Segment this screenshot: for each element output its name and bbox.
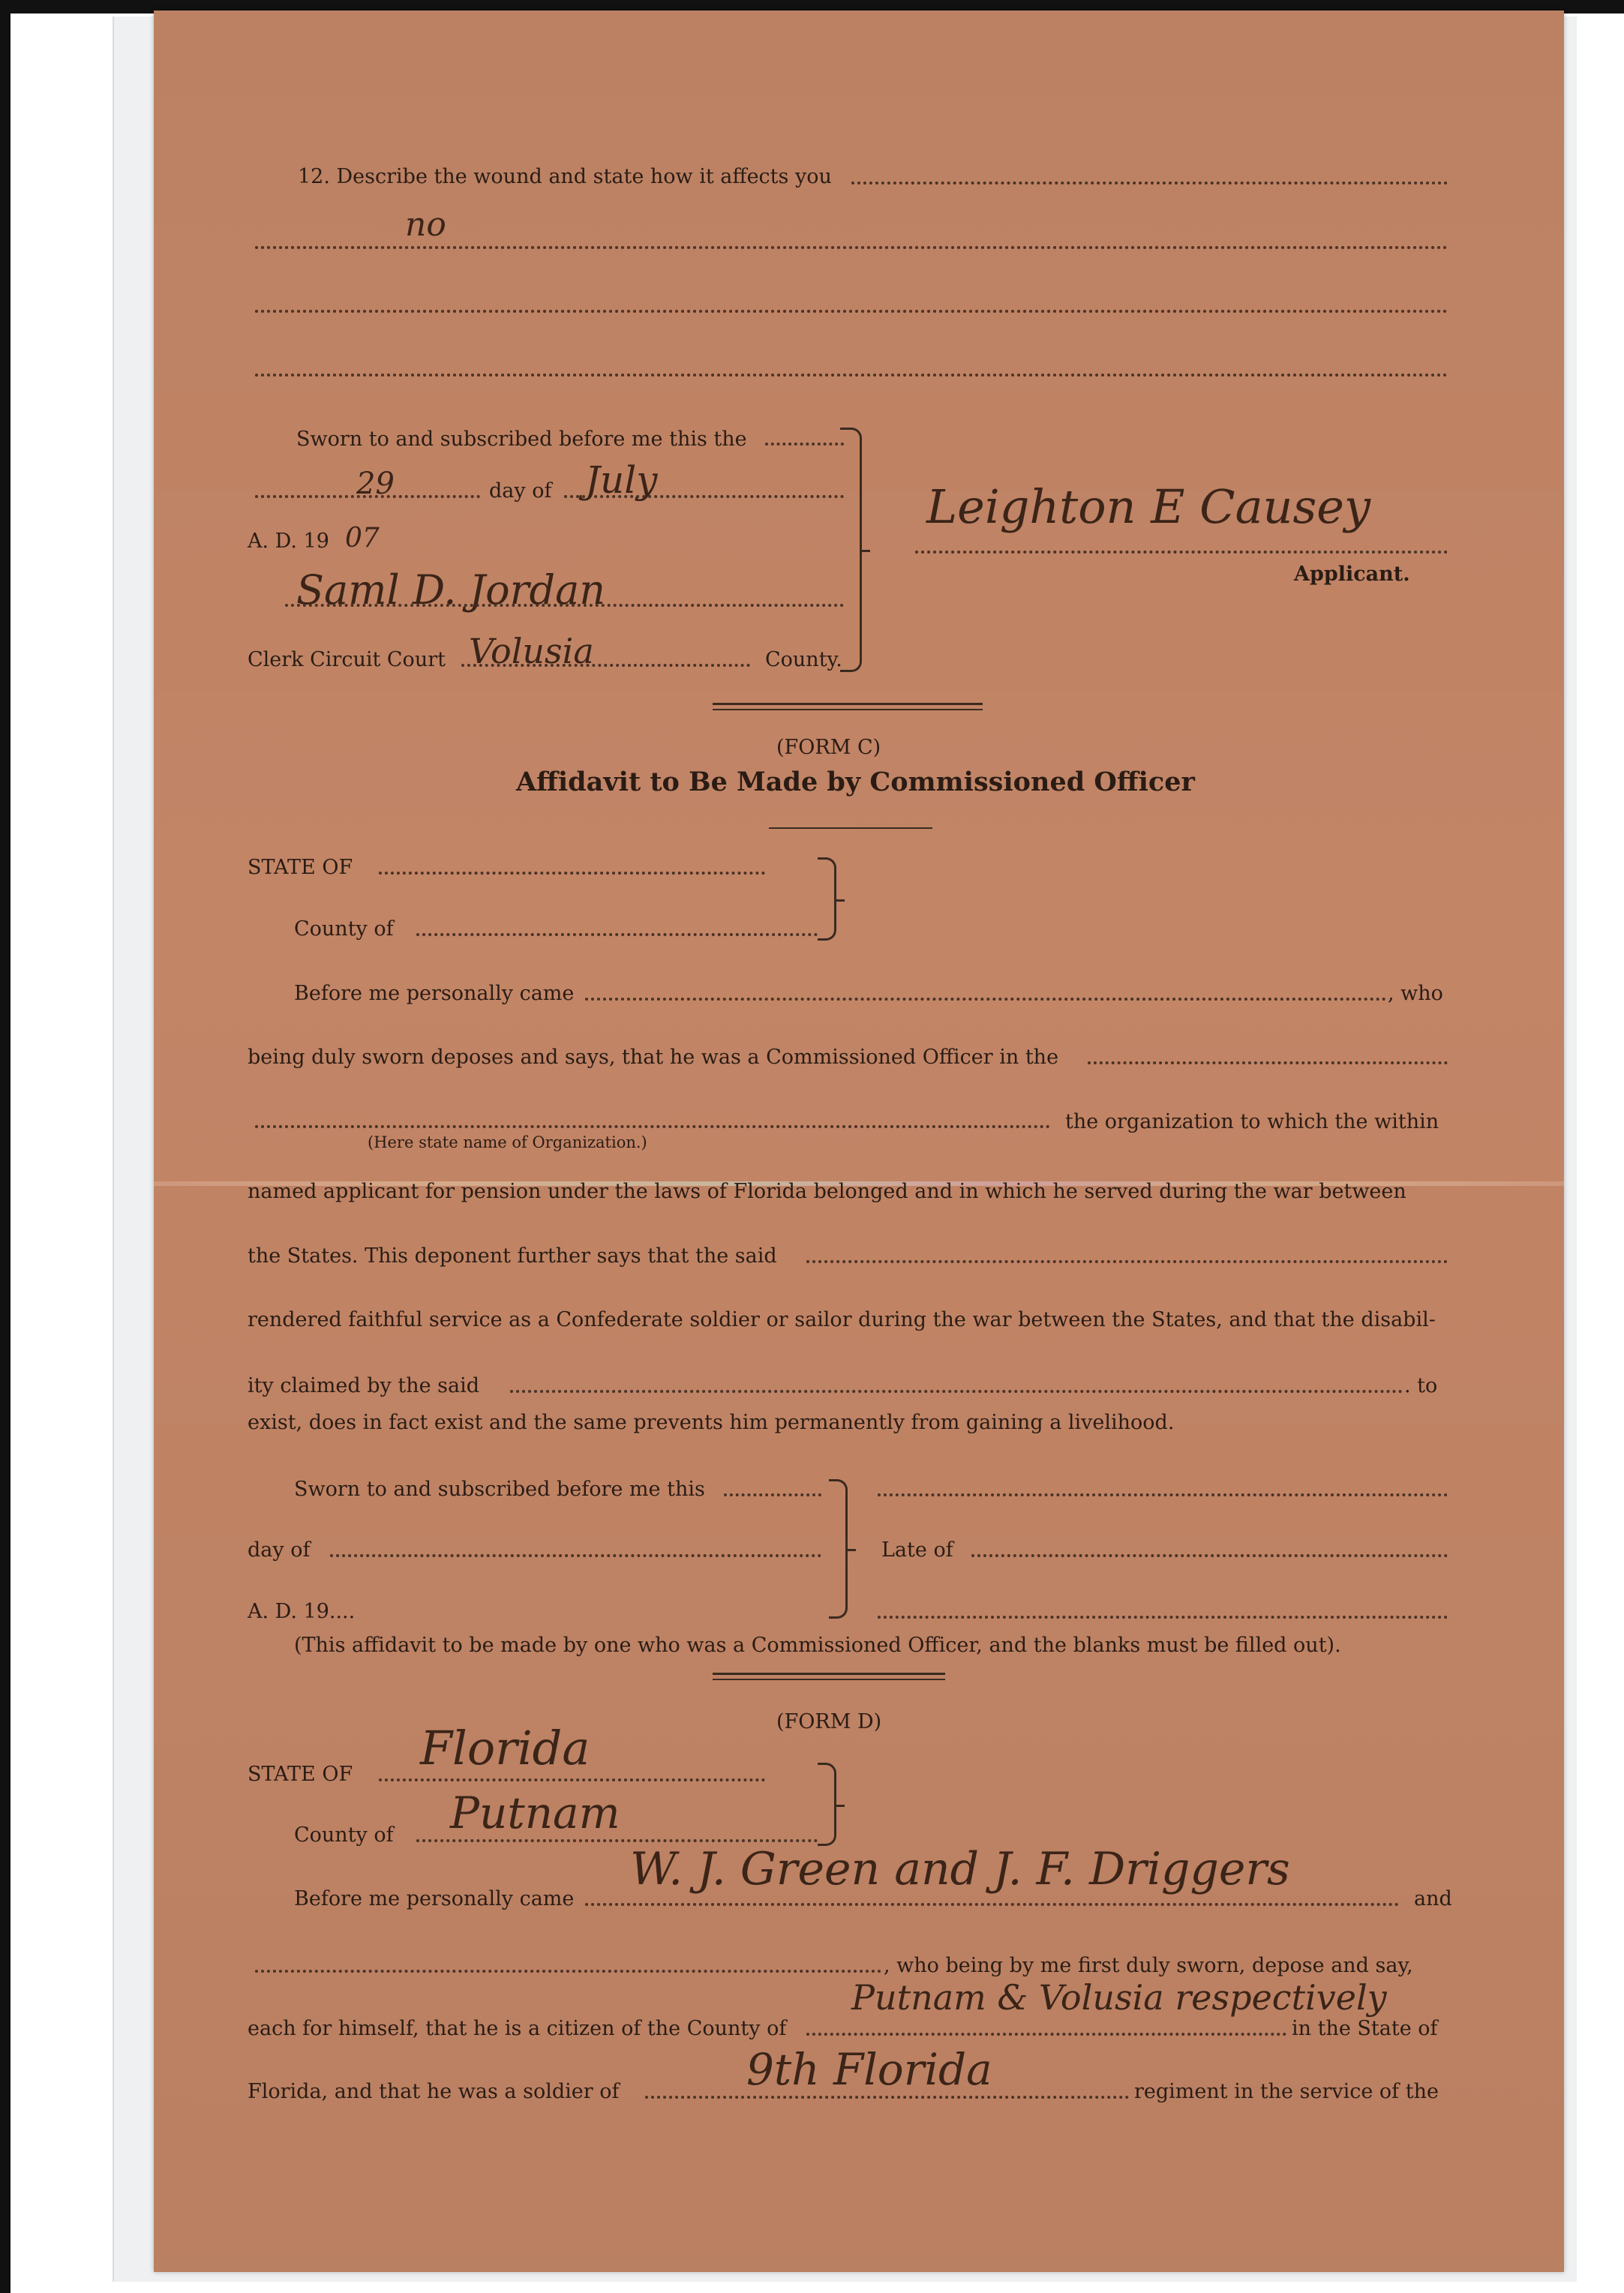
clerk-signature: Saml D. Jordan xyxy=(296,566,606,614)
form-c-venue-brace xyxy=(818,857,836,941)
form-d-before-me-label: Before me personally came xyxy=(294,1887,575,1910)
form-c-disability-end: . to xyxy=(1404,1374,1438,1397)
oath-brace xyxy=(840,428,862,672)
form-c-disability-blank[interactable] xyxy=(510,1390,1403,1393)
scan-left-border xyxy=(0,0,11,2293)
form-d-soldier-value[interactable]: 9th Florida xyxy=(746,2044,992,2095)
oath-county-value[interactable]: Volusia xyxy=(469,631,594,671)
divider-bottom xyxy=(713,709,983,710)
form-c-sworn-blank[interactable] xyxy=(724,1493,821,1496)
oath-day-of-label: day of xyxy=(489,479,552,503)
q12-label: 12. Describe the wound and state how it affects you xyxy=(298,165,832,188)
oath-month-value[interactable]: July xyxy=(585,458,658,502)
form-c-state-blank[interactable] xyxy=(379,872,765,875)
form-c-said-blank[interactable] xyxy=(806,1260,1448,1263)
applicant-signature-blank[interactable] xyxy=(915,551,1448,554)
form-c-disability-start: ity claimed by the said xyxy=(248,1374,480,1397)
q12-answer[interactable]: no xyxy=(405,206,446,244)
form-d-county-blank[interactable] xyxy=(416,1839,818,1842)
oath-blank-1[interactable] xyxy=(765,443,844,446)
form-c-late-of-label: Late of xyxy=(881,1538,953,1562)
form-d-soldier-end: regiment in the service of the xyxy=(1134,2080,1439,2103)
oath-sworn-label: Sworn to and subscribed before me this the xyxy=(296,428,747,451)
form-c-county-blank[interactable] xyxy=(416,933,818,936)
form-d-who-being: , who being by me first duly sworn, depose and say, xyxy=(884,1954,1413,1977)
oath-county-label: County. xyxy=(765,648,842,671)
q12-blank-2[interactable] xyxy=(255,246,1448,249)
q12-blank-4[interactable] xyxy=(255,374,1448,377)
form-c-title-rule xyxy=(769,827,932,829)
form-d-soldier-start: Florida, and that he was a soldier of xyxy=(248,2080,620,2103)
form-d-county-value[interactable]: Putnam xyxy=(450,1787,620,1838)
form-d-regiment-blank[interactable] xyxy=(645,2096,1129,2099)
oath-year-value[interactable]: 07 xyxy=(345,523,380,554)
form-d-came-blank[interactable] xyxy=(585,1903,1399,1906)
form-c-exist-line: exist, does in fact exist and the same prevents him permanently from gaining a livelihood. xyxy=(248,1411,1175,1434)
form-d-citizen-blank[interactable] xyxy=(806,2033,1286,2036)
form-c-sworn-label: Sworn to and subscribed before me this xyxy=(294,1478,705,1501)
form-c-day-blank[interactable] xyxy=(330,1554,821,1557)
form-c-organization-blank[interactable] xyxy=(255,1125,1050,1128)
form-c-label: (FORM C) xyxy=(776,736,881,759)
form-c-officer-blank[interactable] xyxy=(1088,1061,1448,1064)
q12-blank-1[interactable] xyxy=(851,182,1448,185)
divider-top xyxy=(713,703,983,705)
form-d-state-label: STATE OF xyxy=(248,1763,353,1786)
form-c-officer-line: being duly sworn deposes and says, that he was a Commissioned Officer in the xyxy=(248,1046,1059,1069)
divider2-top xyxy=(713,1673,945,1675)
clerk-label: Clerk Circuit Court xyxy=(248,648,446,671)
form-c-late-of-blank[interactable] xyxy=(971,1554,1448,1557)
oath-ad-label: A. D. 19 xyxy=(248,530,329,553)
form-d-venue-brace xyxy=(818,1763,836,1846)
form-c-title: Affidavit to Be Made by Commissioned Officer xyxy=(516,767,1195,797)
clerk-signature-blank[interactable] xyxy=(285,604,844,607)
form-c-county-label: County of xyxy=(294,917,394,941)
form-c-residence-blank[interactable] xyxy=(878,1616,1448,1619)
divider2-bottom xyxy=(713,1679,945,1680)
form-d-and-label: and xyxy=(1414,1887,1452,1910)
form-d-came-value[interactable]: W. J. Green and J. F. Driggers xyxy=(630,1843,1290,1895)
form-c-came-blank[interactable] xyxy=(585,998,1386,1001)
form-c-ad-label: A. D. 19.... xyxy=(248,1600,356,1623)
form-c-note: (This affidavit to be made by one who was a Commissioned Officer, and the blanks must be filled out). xyxy=(294,1634,1341,1657)
oath-day-value[interactable]: 29 xyxy=(356,467,395,501)
form-c-oath-brace xyxy=(829,1479,848,1619)
form-c-organization-end: the organization to which the within xyxy=(1065,1110,1439,1133)
form-c-service-line: rendered faithful service as a Confederate soldier or sailor during the war between the States, and that the disabil- xyxy=(248,1308,1436,1331)
form-d-second-name-blank[interactable] xyxy=(255,1970,881,1973)
form-c-organization-note: (Here state name of Organization.) xyxy=(368,1133,647,1151)
form-d-label: (FORM D) xyxy=(776,1710,882,1733)
form-c-pension-line: named applicant for pension under the laws of Florida belonged and in which he served during the war between xyxy=(248,1180,1406,1203)
form-d-citizen-start: each for himself, that he is a citizen of the County of xyxy=(248,2017,787,2040)
form-c-day-of-label: day of xyxy=(248,1538,311,1562)
document-page xyxy=(154,11,1564,2272)
form-d-citizen-value[interactable]: Putnam & Volusia respectively xyxy=(851,1977,1387,2018)
applicant-signature: Leighton E Causey xyxy=(926,479,1371,534)
form-c-deponent-line: the States. This deponent further says that the said xyxy=(248,1244,777,1268)
form-d-citizen-end: in the State of xyxy=(1292,2017,1438,2040)
form-c-signature-blank[interactable] xyxy=(878,1493,1448,1496)
form-c-before-me-label: Before me personally came xyxy=(294,982,575,1005)
form-d-state-blank[interactable] xyxy=(379,1778,765,1781)
form-d-state-value[interactable]: Florida xyxy=(420,1721,590,1775)
form-c-state-label: STATE OF xyxy=(248,856,353,879)
form-d-county-label: County of xyxy=(294,1823,394,1847)
applicant-label: Applicant. xyxy=(1294,563,1410,586)
form-c-who-label: , who xyxy=(1388,982,1443,1005)
q12-blank-3[interactable] xyxy=(255,310,1448,313)
